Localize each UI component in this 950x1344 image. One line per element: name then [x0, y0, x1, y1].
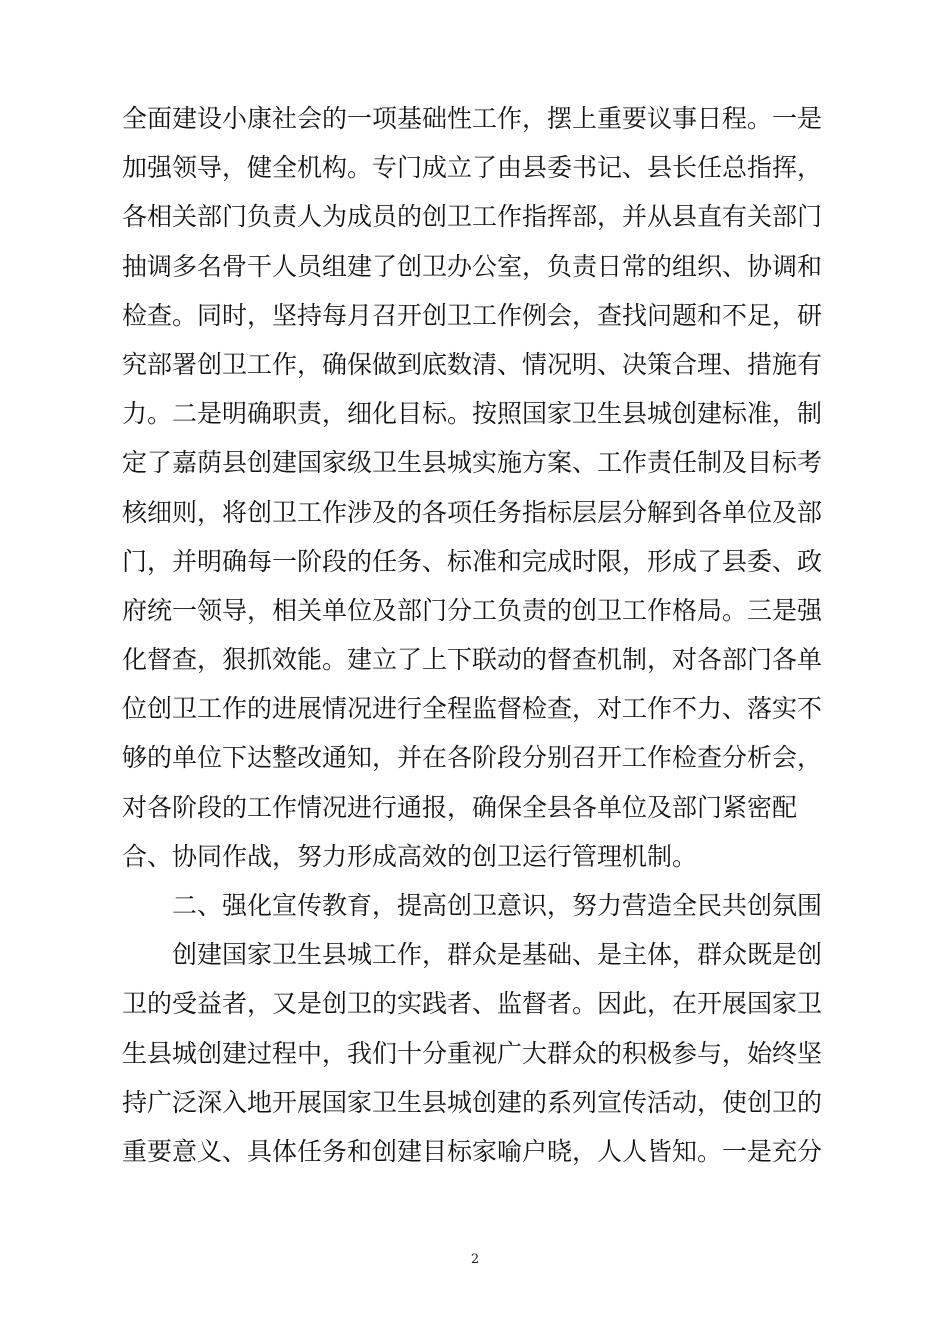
text-line: 创建国家卫生县城工作，群众是基础、是主体，群众既是创 [122, 940, 823, 970]
text-line: 够的单位下达整改通知，并在各阶段分别召开工作检查分析会， [122, 743, 823, 773]
text-line: 重要意义、具体任务和创建目标家喻户晓，人人皆知。一是充分 [122, 1136, 823, 1166]
text-line: 位创卫工作的进展情况进行全程监督检查，对工作不力、落实不 [122, 694, 823, 724]
text-line: 生县城创建过程中，我们十分重视广大群众的积极参与，始终坚 [122, 1038, 823, 1068]
text-line: 加强领导，健全机构。专门成立了由县委书记、县长任总指挥， [122, 153, 823, 183]
text-line: 力。二是明确职责，细化目标。按照国家卫生县城创建标准，制 [122, 399, 823, 429]
text-line: 化督查，狠抓效能。建立了上下联动的督查机制，对各部门各单 [122, 645, 823, 675]
text-line: 核细则，将创卫工作涉及的各项任务指标层层分解到各单位及部 [122, 497, 823, 527]
text-line: 抽调多名骨干人员组建了创卫办公室，负责日常的组织、协调和 [122, 251, 823, 281]
body-text [122, 94, 842, 1176]
text-line: 全面建设小康社会的一项基础性工作，摆上重要议事日程。一是 [122, 104, 823, 133]
section-heading: 二、强化宣传教育，提高创卫意识，努力营造全民共创氛围 [122, 891, 823, 920]
text-line: 定了嘉荫县创建国家级卫生县城实施方案、工作责任制及目标考 [122, 448, 823, 478]
text-line: 持广泛深入地开展国家卫生县城创建的系列宣传活动，使创卫的 [122, 1087, 823, 1117]
text-line: 对各阶段的工作情况进行通报，确保全县各单位及部门紧密配 [122, 792, 798, 822]
text-line: 府统一领导，相关单位及部门分工负责的创卫工作格局。三是强 [122, 595, 823, 625]
text-line: 门，并明确每一阶段的任务、标准和完成时限，形成了县委、政 [122, 546, 823, 576]
text-line: 检查。同时，坚持每月召开创卫工作例会，查找问题和不足，研 [122, 300, 823, 330]
text-line: 合、协同作战，努力形成高效的创卫运行管理机制。 [122, 841, 698, 871]
text-line: 各相关部门负责人为成员的创卫工作指挥部，并从县直有关部门 [122, 202, 823, 232]
text-line: 究部署创卫工作，确保做到底数清、情况明、决策合理、措施有 [122, 349, 823, 379]
page-number: 2 [470, 1252, 480, 1267]
text-line: 卫的受益者，又是创卫的实践者、监督者。因此，在开展国家卫 [122, 989, 823, 1019]
